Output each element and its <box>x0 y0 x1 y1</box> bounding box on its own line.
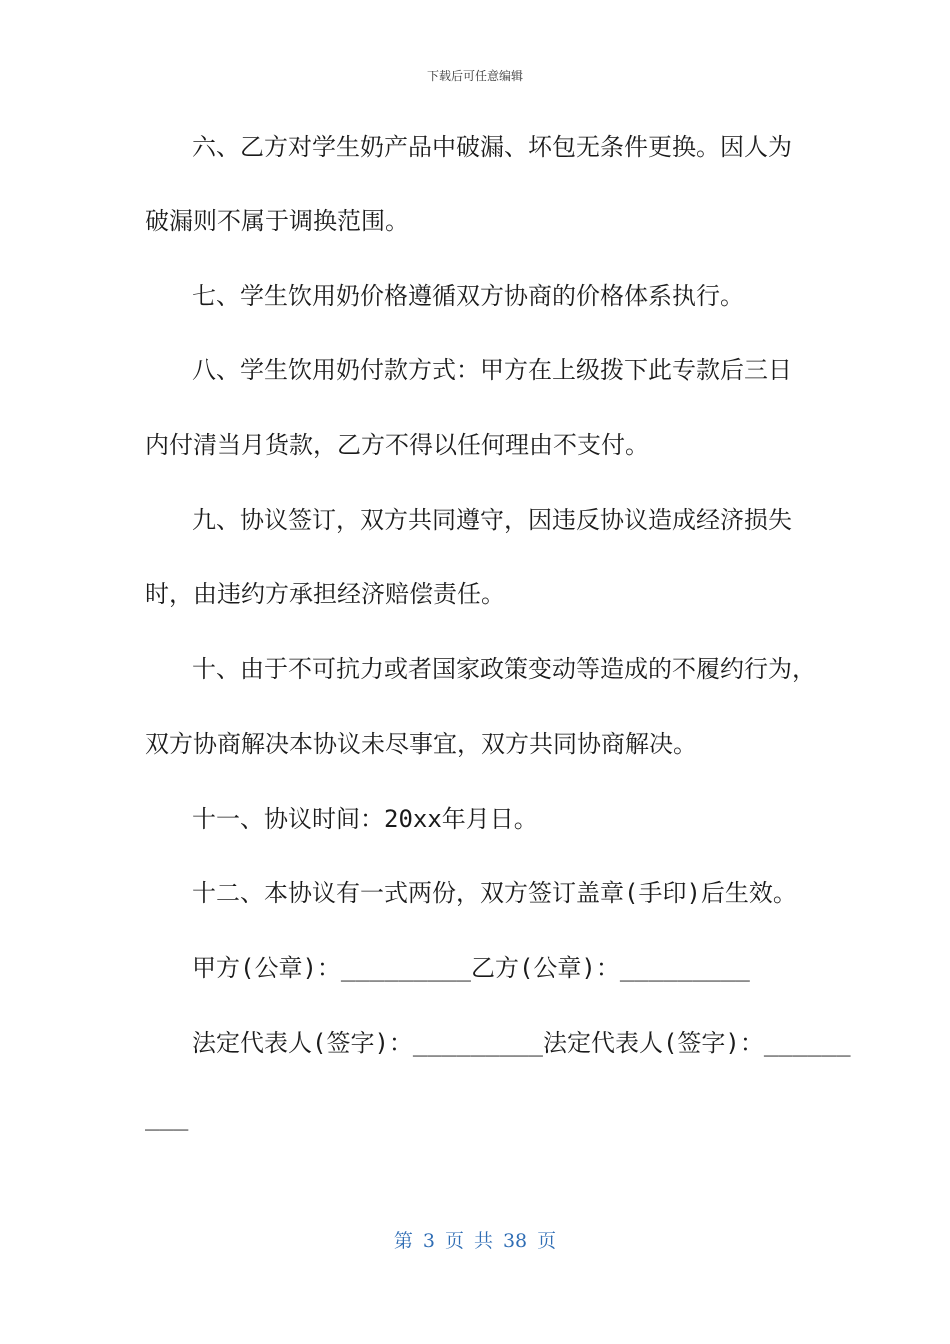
clause-9-line-2: 时，由违约方承担经济赔偿责任。 <box>145 580 505 608</box>
signature-underline-continuation: ___ <box>145 1103 189 1131</box>
clause-8-line-1: 八、学生饮用奶付款方式：甲方在上级拨下此专款后三日 <box>192 356 792 384</box>
clause-7: 七、学生饮用奶价格遵循双方协商的价格体系执行。 <box>192 282 744 310</box>
clause-8-line-2: 内付清当月货款，乙方不得以任何理由不支付。 <box>145 431 649 459</box>
party-seal-line: 甲方(公章)：_________乙方(公章)：_________ <box>192 954 750 982</box>
clause-10-line-2: 双方协商解决本协议未尽事宜，双方共同协商解决。 <box>145 730 697 758</box>
header-note: 下载后可任意编辑 <box>426 69 523 83</box>
clause-6-line-1: 六、乙方对学生奶产品中破漏、坏包无条件更换。因人为 <box>192 133 792 161</box>
clause-10-line-1: 十、由于不可抗力或者国家政策变动等造成的不履约行为， <box>192 655 816 683</box>
footer-ye: 页 <box>444 1230 464 1252</box>
clause-6-line-2: 破漏则不属于调换范围。 <box>145 207 409 235</box>
footer-di: 第 <box>393 1230 413 1252</box>
clause-11: 十一、协议时间：20xx年月日。 <box>192 805 538 833</box>
footer-page-number: 3 <box>422 1230 435 1252</box>
representative-signature-line: 法定代表人(签字)：_________法定代表人(签字)：______ <box>192 1029 851 1057</box>
footer-gong: 共 <box>473 1230 493 1252</box>
clause-9-line-1: 九、协议签订，双方共同遵守，因违反协议造成经济损失 <box>192 506 792 534</box>
footer-ye-2: 页 <box>537 1230 557 1252</box>
page-footer <box>0 1226 950 1253</box>
clause-12: 十二、本协议有一式两份，双方签订盖章(手印)后生效。 <box>192 879 797 907</box>
footer-total-pages: 38 <box>502 1230 528 1252</box>
